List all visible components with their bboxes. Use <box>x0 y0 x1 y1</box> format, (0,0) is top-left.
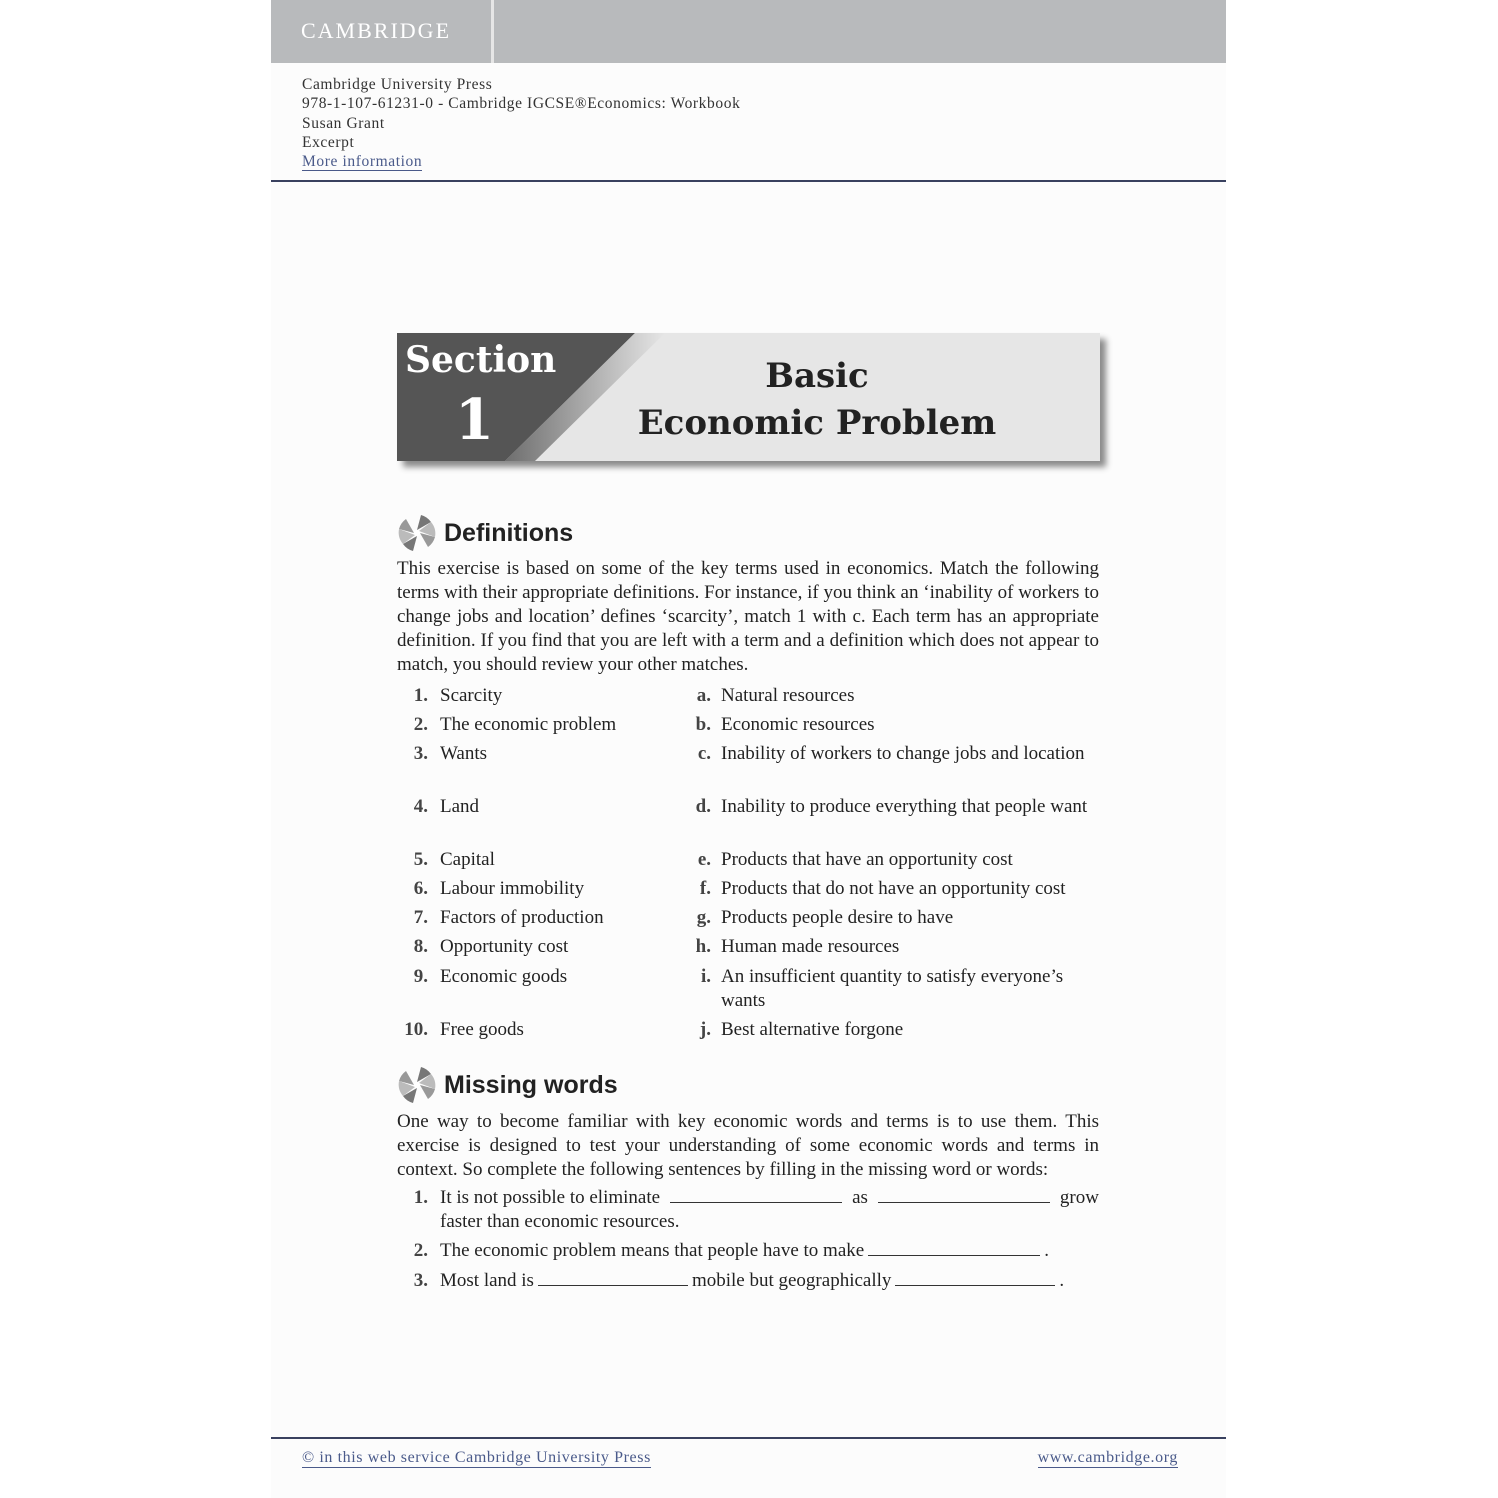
term-text: Opportunity cost <box>440 936 569 957</box>
definition-text: Best alternative forgone <box>721 1019 904 1040</box>
answer-blank[interactable] <box>670 1201 842 1203</box>
definition-text: Natural resources <box>721 685 855 706</box>
banner-divider <box>491 0 494 63</box>
term-number: 9. <box>413 966 428 987</box>
definition-text: Economic resources <box>721 714 875 735</box>
missing-words-title: Missing words <box>444 1070 618 1099</box>
excerpt-label: Excerpt <box>302 133 355 151</box>
question-text: The economic problem means that people have to make <box>440 1240 865 1261</box>
missing-words-heading <box>397 1065 618 1105</box>
term-number: 3. <box>413 743 428 764</box>
copyright-link[interactable]: © in this web service Cambridge University Press <box>302 1449 651 1466</box>
definition-text: Products people desire to have <box>721 907 954 928</box>
term-number: 8. <box>413 936 428 957</box>
cambridge-banner <box>271 0 1226 63</box>
pinwheel-icon <box>397 1065 437 1105</box>
question-text: as <box>852 1187 868 1208</box>
question-text: faster than economic resources. <box>440 1211 680 1232</box>
term-number: 5. <box>413 849 428 870</box>
cambridge-website-link[interactable]: www.cambridge.org <box>1037 1449 1178 1466</box>
definition-text: Products that have an opportunity cost <box>721 849 1013 870</box>
section-title-line1: Basic <box>765 356 869 396</box>
question-number: 1. <box>413 1187 428 1208</box>
question-text: grow <box>1059 1187 1099 1208</box>
definition-letter: j. <box>699 1019 711 1040</box>
term-text: Wants <box>440 743 488 764</box>
cambridge-logo: CAMBRIDGE <box>301 18 452 43</box>
answer-blank[interactable] <box>895 1284 1055 1286</box>
author-name: Susan Grant <box>302 114 385 132</box>
missing-question-1 <box>397 1186 1099 1234</box>
term-text: Labour immobility <box>440 878 585 899</box>
term-text: The economic problem <box>440 714 617 735</box>
question-text: Most land is <box>440 1270 534 1291</box>
definition-letter: f. <box>699 878 711 899</box>
definition-letter: c. <box>697 743 711 764</box>
question-text: It is not possible to eliminate <box>440 1187 661 1208</box>
term-text: Scarcity <box>440 685 503 706</box>
definitions-intro: This exercise is based on some of the key terms used in economics. Match the following terms with their appropriate definitions. For instance, if you think an ‘inability of workers to change jobs and location’ defines ‘scarcity’, match 1 with c. Each term has an appropriate definition. If you find that you are left with a term and a definition which does not appear to match, you should review your other matches. <box>397 558 1099 675</box>
term-text: Land <box>440 796 480 817</box>
term-number: 7. <box>413 907 428 928</box>
answer-blank[interactable] <box>878 1201 1050 1203</box>
definition-letter: i. <box>700 966 711 987</box>
section-header <box>397 333 1100 461</box>
section-title-line2: Economic Problem <box>637 403 997 443</box>
question-text: mobile but geographically <box>691 1270 892 1291</box>
definition-text: Products that do not have an opportunity cost <box>721 878 1066 899</box>
question-number: 2. <box>413 1240 428 1261</box>
definition-text: An insufficient quantity to satisfy everyone’s wants <box>721 966 1064 1011</box>
term-number: 10. <box>404 1019 428 1040</box>
publisher-name: Cambridge University Press <box>302 76 493 93</box>
definition-text: Inability of workers to change jobs and location <box>721 743 1085 764</box>
pinwheel-icon <box>397 513 437 553</box>
answer-blank[interactable] <box>538 1284 688 1286</box>
footer-rule <box>271 1437 1226 1439</box>
question-number: 3. <box>413 1270 428 1291</box>
term-number: 4. <box>413 796 428 817</box>
definition-text: Inability to produce everything that people want <box>721 796 1088 817</box>
definition-text: Human made resources <box>721 936 900 957</box>
term-text: Free goods <box>440 1019 524 1040</box>
missing-words-intro: One way to become familiar with key economic words and terms is to use them. This exercise is designed to test your understanding of some economic words and terms in context. So complete the following sentences by filling in the missing word or words: <box>397 1111 1099 1180</box>
term-number: 1. <box>413 685 428 706</box>
definition-letter: h. <box>695 936 711 957</box>
section-label: Section <box>405 339 557 381</box>
definition-letter: a. <box>696 685 711 706</box>
header-rule <box>271 180 1226 182</box>
definition-letter: e. <box>697 849 711 870</box>
document-page <box>271 0 1226 1498</box>
definitions-heading <box>397 513 573 553</box>
term-number: 6. <box>413 878 428 899</box>
term-number: 2. <box>413 714 428 735</box>
question-text: . <box>1044 1240 1049 1261</box>
isbn-title: 978-1-107-61231-0 - Cambridge IGCSE®Economics: Workbook <box>302 95 741 113</box>
section-title <box>607 353 1027 447</box>
term-text: Capital <box>440 849 495 870</box>
definition-letter: g. <box>696 907 711 928</box>
term-text: Factors of production <box>440 907 604 928</box>
definition-letter: d. <box>695 796 711 817</box>
definitions-title: Definitions <box>444 518 574 547</box>
question-text: . <box>1059 1270 1065 1291</box>
definition-letter: b. <box>695 714 711 735</box>
more-information-link[interactable]: More information <box>302 153 423 171</box>
answer-blank[interactable] <box>868 1254 1040 1256</box>
book-metadata <box>302 75 740 171</box>
term-text: Economic goods <box>440 966 568 987</box>
section-number: 1 <box>455 387 494 453</box>
